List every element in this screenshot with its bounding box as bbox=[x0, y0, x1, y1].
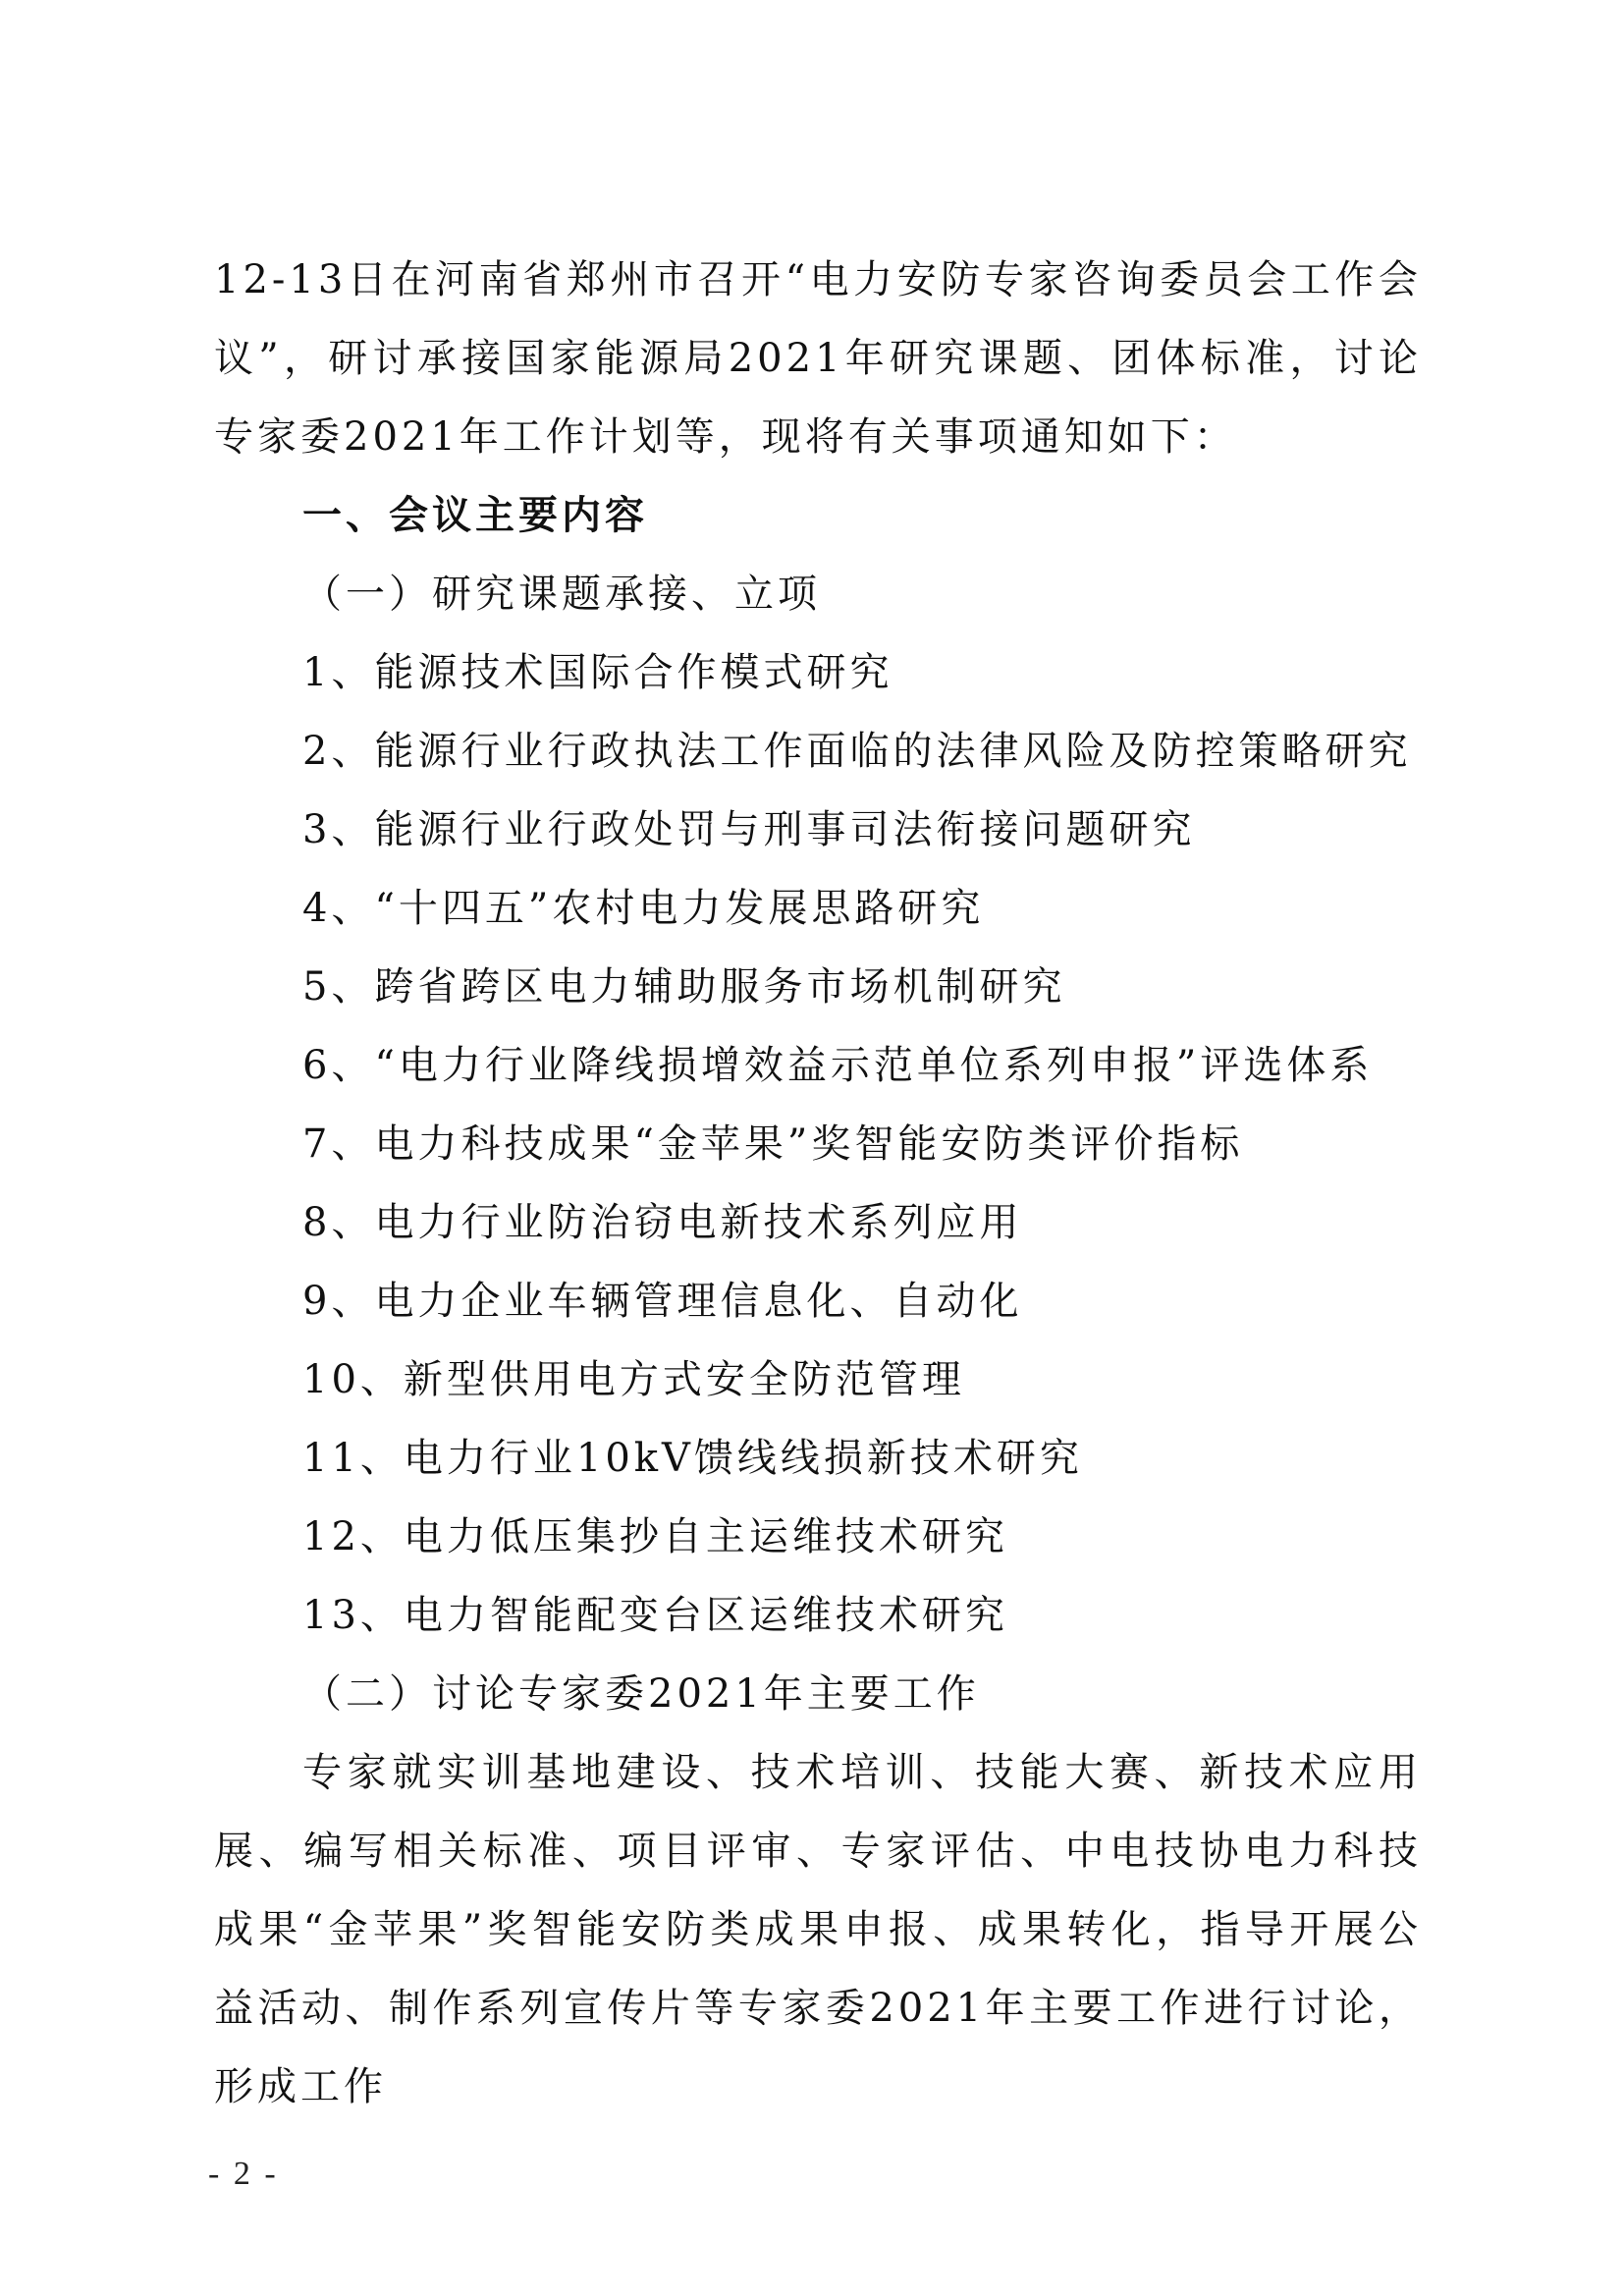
list-item-topic: 5、跨省跨区电力辅助服务市场机制研究 bbox=[302, 964, 1066, 1010]
list-item-topic: 7、电力科技成果“金苹果”奖智能安防类评价指标 bbox=[302, 1121, 1244, 1167]
list-item-topic: 8、电力行业防治窃电新技术系列应用 bbox=[302, 1200, 1023, 1245]
list-item-topic: 9、电力企业车辆管理信息化、自动化 bbox=[302, 1279, 1023, 1324]
work-paragraph: 专家就实训基地建设、技术培训、技能大赛、新技术应用展、编写相关标准、项目评审、专家评估、中电技协电力科技成果“金苹果”奖智能安防类成果申报、成果转化，指导开展公益活动、制作系列宣传片等专家委2021年主要工作进行讨论，形成工作 bbox=[214, 1750, 1422, 2109]
subsection-heading-2021-work: （二）讨论专家委2021年主要工作 bbox=[302, 1671, 980, 1717]
list-item-topic: 13、电力智能配变台区运维技术研究 bbox=[302, 1593, 1008, 1638]
document-body bbox=[214, 241, 1422, 2126]
list-item-topic: 3、能源行业行政处罚与刑事司法衔接问题研究 bbox=[302, 807, 1196, 852]
list-item-topic: 10、新型供用电方式安全防范管理 bbox=[302, 1357, 965, 1402]
list-item-topic: 11、电力行业10kV馈线线损新技术研究 bbox=[302, 1436, 1083, 1481]
section-heading-meeting-content: 一、会议主要内容 bbox=[302, 492, 648, 538]
intro-paragraph: 12-13日在河南省郑州市召开“电力安防专家咨询委员会工作会议”，研讨承接国家能源局2021年研究课题、团体标准，讨论专家委2021年工作计划等，现将有关事项通知如下： bbox=[214, 257, 1422, 460]
list-item-topic: 4、“十四五”农村电力发展思路研究 bbox=[302, 886, 985, 931]
subsection-heading-research-topics: （一）研究课题承接、立项 bbox=[302, 572, 821, 617]
list-item-topic: 12、电力低压集抄自主运维技术研究 bbox=[302, 1514, 1008, 1559]
list-item-topic: 6、“电力行业降线损增效益示范单位系列申报”评选体系 bbox=[302, 1043, 1374, 1088]
list-item-topic: 2、能源行业行政执法工作面临的法律风险及防控策略研究 bbox=[302, 729, 1412, 774]
list-item-topic: 1、能源技术国际合作模式研究 bbox=[302, 650, 893, 695]
page-number: - 2 - bbox=[208, 2156, 279, 2192]
